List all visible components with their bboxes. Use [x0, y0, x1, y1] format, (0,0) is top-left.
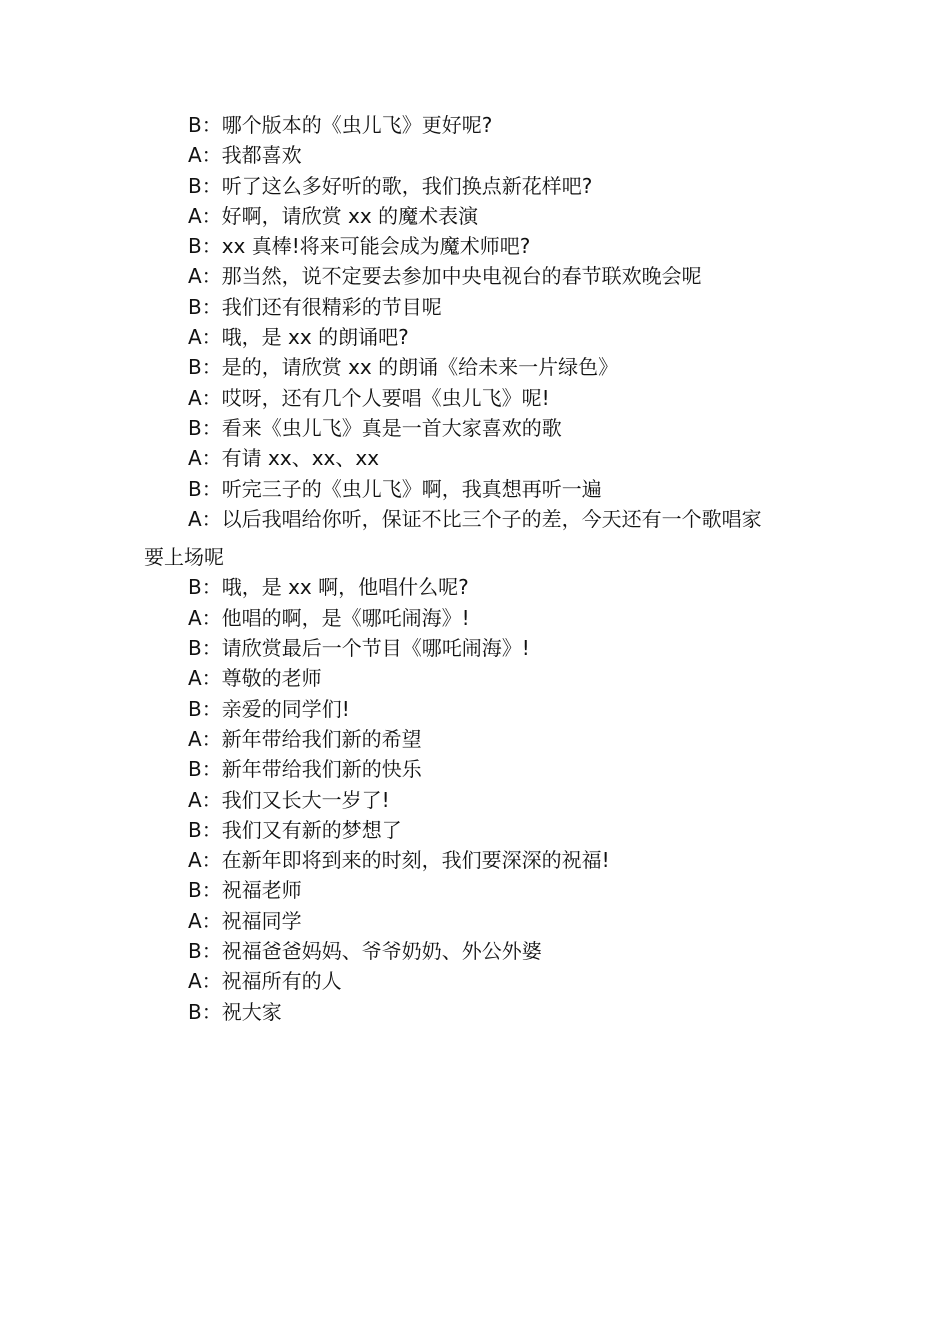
dialogue-line: B：祝福老师: [188, 878, 302, 903]
dialogue-line: B：亲爱的同学们!: [188, 696, 350, 721]
dialogue-line: B：请欣赏最后一个节目《哪吒闹海》!: [188, 636, 530, 661]
dialogue-line: A：在新年即将到来的时刻，我们要深深的祝福!: [188, 848, 610, 873]
dialogue-line: B：我们还有很精彩的节目呢: [188, 294, 442, 319]
dialogue-line: B：听了这么多好听的歌，我们换点新花样吧?: [188, 173, 593, 198]
dialogue-line: A：有请 xx、xx、xx: [188, 446, 380, 471]
dialogue-line: A：哎呀，还有几个人要唱《虫儿飞》呢!: [188, 385, 550, 410]
dialogue-line: B：祝大家: [188, 999, 282, 1024]
dialogue-line: A：他唱的啊，是《哪吒闹海》!: [188, 605, 470, 630]
dialogue-line: A：尊敬的老师: [188, 666, 322, 691]
dialogue-line: A：好啊，请欣赏 xx 的魔术表演: [188, 203, 479, 228]
dialogue-line: B：我们又有新的梦想了: [188, 817, 402, 842]
dialogue-line: B：哦，是 xx 啊，他唱什么呢?: [188, 575, 469, 600]
dialogue-line: A：那当然，说不定要去参加中央电视台的春节联欢晚会呢: [188, 264, 702, 289]
dialogue-line: A：祝福所有的人: [188, 969, 342, 994]
dialogue-line: A：祝福同学: [188, 908, 302, 933]
dialogue-line: B：哪个版本的《虫儿飞》更好呢?: [188, 113, 493, 137]
dialogue-script: [144, 110, 824, 1027]
dialogue-line: B：新年带给我们新的快乐: [188, 757, 422, 782]
dialogue-line: A：我们又长大一岁了!: [188, 787, 390, 812]
dialogue-line: B：xx 真棒!将来可能会成为魔术师吧?: [188, 234, 531, 259]
dialogue-line: B：看来《虫儿飞》真是一首大家喜欢的歌: [188, 415, 562, 440]
dialogue-line: A：我都喜欢: [188, 143, 302, 168]
dialogue-line: B：是的，请欣赏 xx 的朗诵《给未来一片绿色》: [188, 355, 619, 380]
dialogue-line: B：祝福爸爸妈妈、爷爷奶奶、外公外婆: [188, 939, 542, 964]
dialogue-line: B：听完三子的《虫儿飞》啊，我真想再听一遍: [188, 476, 602, 501]
dialogue-line: A：新年带给我们新的希望: [188, 726, 422, 751]
dialogue-line-continuation: 要上场呢: [144, 545, 224, 570]
dialogue-line: A：哦，是 xx 的朗诵吧?: [188, 325, 409, 350]
dialogue-line: A：以后我唱给你听，保证不比三个子的差，今天还有一个歌唱家: [188, 506, 762, 531]
